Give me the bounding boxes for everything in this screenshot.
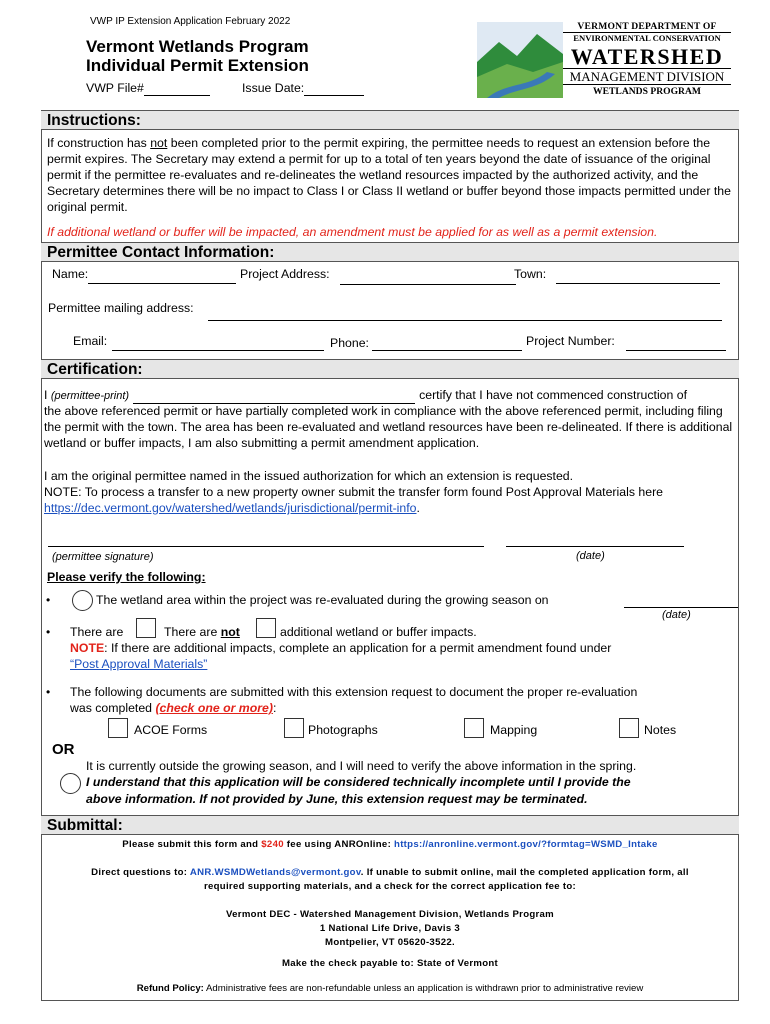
check-payable: Make the check payable to: State of Vermont — [281, 958, 499, 969]
photographs-checkbox[interactable] — [284, 718, 304, 738]
project-number-input[interactable] — [626, 350, 726, 351]
acoe-forms-label: ACOE Forms — [134, 723, 208, 737]
documents-text-2: was completed (check one or more): — [70, 701, 277, 715]
form-title-line1: Vermont Wetlands Program — [86, 37, 309, 56]
phone-label: Phone: — [330, 336, 369, 350]
amendment-warning: If additional wetland or buffer will be impacted, an amendment must be applied for as well as a permit extension. — [47, 225, 658, 239]
issue-date-label: Issue Date: — [242, 81, 305, 95]
submittal-left-border — [41, 835, 42, 1001]
vwp-file-field[interactable] — [86, 80, 210, 96]
there-are-not-label: There are not — [164, 625, 240, 639]
outside-season-radio[interactable] — [60, 773, 81, 794]
logo-text-line4: MANAGEMENT DIVISION — [563, 68, 731, 85]
email-input[interactable] — [112, 350, 324, 351]
submittal-heading: Submittal: — [47, 817, 123, 834]
dec-watershed-logo — [477, 20, 732, 100]
logo-text-line3: WATERSHED — [570, 44, 724, 69]
there-are-label: There are — [70, 625, 124, 639]
signature-date-input[interactable] — [506, 546, 684, 547]
impacts-yes-checkbox[interactable] — [136, 618, 156, 638]
email-label: Email: — [73, 334, 108, 348]
instructions-heading: Instructions: — [47, 112, 141, 129]
mailing-address-label: Permittee mailing address: — [48, 301, 194, 315]
or-separator: OR — [52, 741, 75, 758]
contact-email-link[interactable]: ANR.WSMDWetlands@vermont.gov — [189, 867, 361, 878]
growing-season-date-input[interactable] — [624, 607, 738, 608]
mail-instructions: required supporting materials, and a check for the correct application fee to: — [203, 881, 577, 892]
mailing-address-line2: 1 National Life Drive, Davis 3 — [319, 923, 461, 934]
signature-input[interactable] — [48, 546, 484, 547]
documents-text: The following documents are submitted with this extension request to document the proper re-evaluation — [70, 685, 638, 699]
incomplete-warning-line2: above information. If not provided by June, this extension request may be terminated. — [86, 792, 588, 806]
project-address-input[interactable] — [340, 284, 516, 285]
certification-heading-bar — [41, 359, 739, 379]
signature-label: (permittee signature) — [52, 551, 154, 563]
project-number-label: Project Number: — [526, 334, 615, 348]
issue-date-field[interactable] — [242, 80, 364, 96]
additional-impacts-label: additional wetland or buffer impacts. — [280, 625, 477, 639]
transfer-note: NOTE: To process a transfer to a new property owner submit the transfer form found Post Approval Materials here https://dec.vermont.gov/watershed/wetlands/jurisdictional/permit-info. — [44, 485, 663, 515]
impacts-no-checkbox[interactable] — [256, 618, 276, 638]
submit-instructions: Please submit this form and $240 fee using ANROnline: https://anronline.vermont.gov/?formtag=WSMD_Intake — [122, 839, 658, 850]
photographs-label: Photographs — [308, 723, 378, 737]
anronline-link[interactable]: https://anronline.vermont.gov/?formtag=WSMD_Intake — [394, 839, 658, 850]
incomplete-warning-line1: I understand that this application will be considered technically incomplete until I provide the — [86, 775, 631, 789]
instructions-text: If construction has not been completed prior to the permit expiring, the permittee needs to request an extension before the permit expires. The Secretary may extend a permit for up to a total of ten years beyond the date of issuance of the original permit if the permittee re-evaluates and re-delineates the wetland resources impacted by the authorized activity, and the Secretary determines there will be no impact to Class I or Class II wetland or buffer beyond those impacts permitted under the original permit. — [47, 136, 731, 214]
growing-season-date-label: (date) — [662, 609, 691, 621]
form-title-line2: Individual Permit Extension — [86, 56, 309, 75]
refund-policy: Refund Policy: Administrative fees are non-refundable unless an application is withdrawn prior to administrative review — [136, 983, 644, 994]
permit-info-link[interactable]: https://dec.vermont.gov/watershed/wetlands/jurisdictional/permit-info — [44, 501, 417, 515]
mapping-checkbox[interactable] — [464, 718, 484, 738]
acoe-forms-checkbox[interactable] — [108, 718, 128, 738]
questions-line: Direct questions to: ANR.WSMDWetlands@vermont.gov. If unable to submit online, mail the completed application form, all — [91, 867, 689, 878]
name-input[interactable] — [88, 283, 236, 284]
submittal-heading-bar — [41, 815, 739, 835]
mailing-address-line1: Vermont DEC - Watershed Management Division, Wetlands Program — [225, 909, 555, 920]
not-emphasis: not — [150, 136, 168, 150]
amendment-note: NOTE: If there are additional impacts, complete an application for a permit amendment found under — [70, 641, 612, 655]
original-permittee-statement: I am the original permittee named in the issued authorization for which an extension is requested. — [44, 469, 574, 483]
logo-text-line2: ENVIRONMENTAL CONSERVATION — [563, 32, 731, 43]
vwp-file-input[interactable] — [144, 95, 210, 96]
notes-checkbox[interactable] — [619, 718, 639, 738]
form-version-note: VWP IP Extension Application February 2022 — [90, 16, 291, 27]
bullet: • — [46, 593, 51, 607]
issue-date-input[interactable] — [304, 95, 364, 96]
growing-season-text: The wetland area within the project was re-evaluated during the growing season on — [96, 593, 549, 607]
verify-heading: Please verify the following: — [47, 570, 206, 584]
contact-heading: Permittee Contact Information: — [47, 244, 275, 261]
certification-heading: Certification: — [47, 361, 143, 378]
contact-heading-bar — [41, 242, 739, 262]
phone-input[interactable] — [372, 350, 522, 351]
submittal-right-border — [738, 835, 739, 1001]
town-input[interactable] — [556, 283, 720, 284]
certification-statement: the above referenced permit or have partially completed work in compliance with the above referenced permit, including filing the permit with the town. The area has been re-evaluated and wetland resources have been re-delineated. If there is additional wetland or buffer impacts, I am also submitting a permit amendment application. — [44, 404, 733, 450]
mapping-label: Mapping — [490, 723, 538, 737]
vwp-file-label: VWP File# — [86, 81, 144, 95]
certification-first-line: I (permittee-print) certify that I have not commenced construction of — [44, 388, 688, 402]
permittee-print-label: (permittee-print) — [50, 390, 130, 402]
form-bottom-border — [41, 1000, 739, 1001]
growing-season-radio[interactable] — [72, 590, 93, 611]
name-label: Name: — [52, 267, 89, 281]
logo-text-line1: VERMONT DEPARTMENT OF — [577, 21, 717, 32]
outside-season-text: It is currently outside the growing season, and I will need to verify the above information in the spring. — [86, 759, 637, 773]
bullet: • — [46, 625, 51, 639]
logo-text-line5: WETLANDS PROGRAM — [593, 86, 701, 97]
mountain-landscape-icon — [477, 22, 563, 98]
mailing-address-line3: Montpelier, VT 05620-3522. — [325, 937, 455, 948]
post-approval-link[interactable]: “Post Approval Materials” — [70, 657, 208, 671]
instructions-heading-bar — [41, 110, 739, 130]
project-address-label: Project Address: — [240, 267, 330, 281]
signature-date-label: (date) — [576, 550, 605, 562]
mailing-address-input[interactable] — [208, 320, 722, 321]
town-label: Town: — [514, 267, 547, 281]
notes-label: Notes — [644, 723, 677, 737]
bullet: • — [46, 685, 51, 699]
